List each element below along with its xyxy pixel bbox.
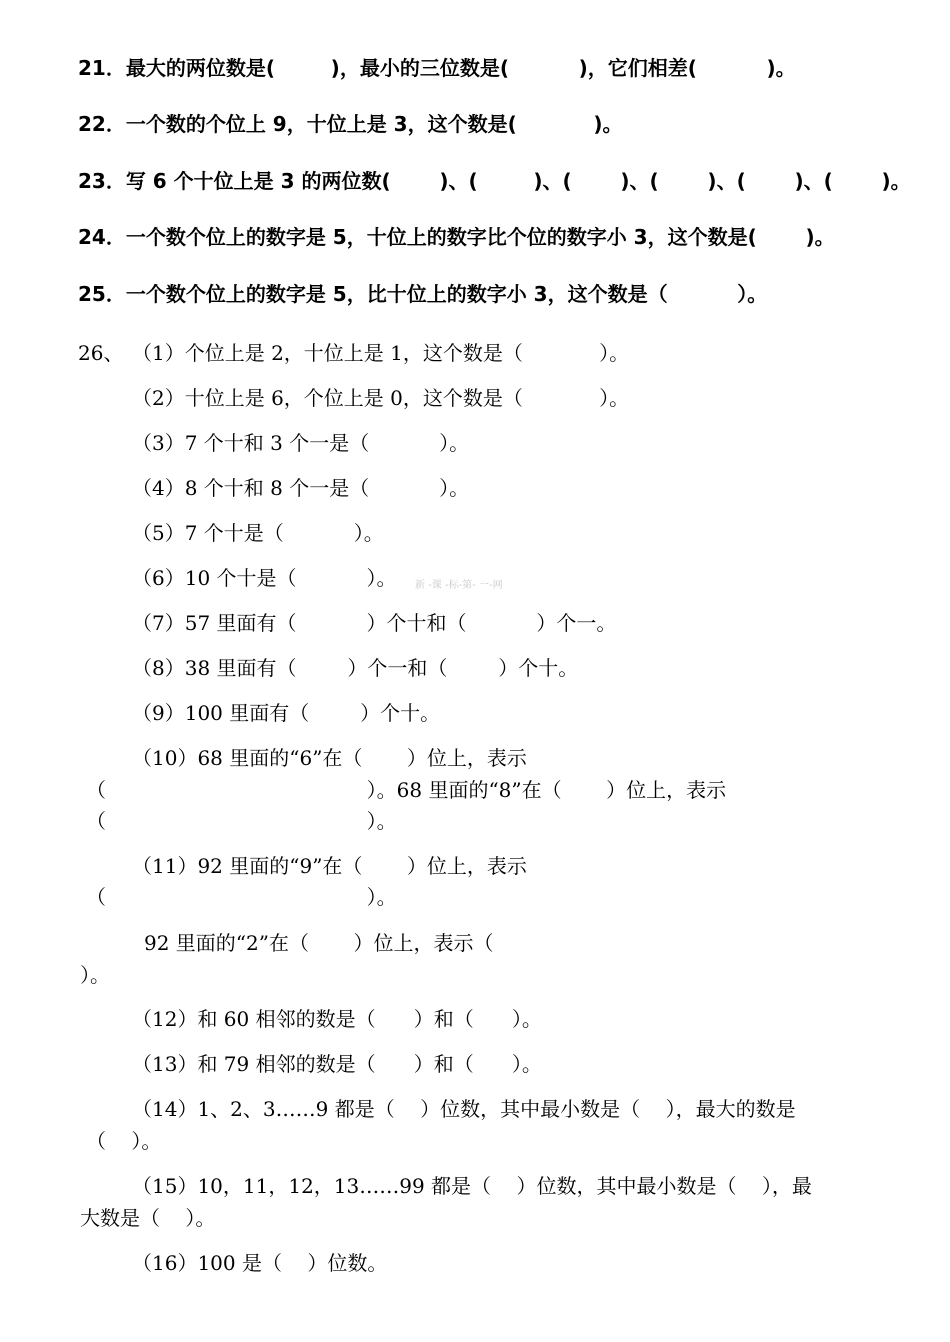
question-26-item-5: （5）7 个十是（ ）。	[132, 521, 384, 545]
question-26-item-10-line-3: （ ）。	[86, 809, 397, 833]
question-26-item-10-line-1: （10）68 里面的“6”在（ ）位上，表示	[132, 746, 527, 770]
question-26-item-10-line-2: （ ）。68 里面的“8”在（ ）位上，表示	[86, 778, 727, 802]
question-21: 21．最大的两位数是( )，最小的三位数是( )，它们相差( )。	[78, 56, 796, 80]
question-26-item-15-line-2: 大数是（ ）。	[80, 1206, 216, 1230]
question-26-item-11-line-2: （ ）。	[86, 885, 397, 909]
question-26-item-6: （6）10 个十是（ ）。	[132, 566, 397, 590]
question-26-item-9: （9）100 里面有（ ）个十。	[132, 701, 441, 725]
question-26-item-14-line-2: （ ）。	[86, 1129, 162, 1153]
question-22: 22．一个数的个位上 9，十位上是 3，这个数是( )。	[78, 112, 623, 136]
question-26-item-8: （8）38 里面有（ ）个一和（ ）个十。	[132, 656, 579, 680]
question-24: 24．一个数个位上的数字是 5，十位上的数字比个位的数字小 3，这个数是( )。	[78, 225, 835, 249]
question-26-item-13: （13）和 79 相邻的数是（ ）和（ ）。	[132, 1052, 542, 1076]
watermark: 新 -课 -标-第- 一-网	[415, 580, 503, 591]
question-26-item-3: （3）7 个十和 3 个一是（ ）。	[132, 431, 470, 455]
question-26-item-2: （2）十位上是 6，个位上是 0，这个数是（ ）。	[132, 386, 630, 410]
question-26-item-11-line-3: 92 里面的“2”在（ ）位上，表示（	[144, 931, 494, 955]
question-26-item-12: （12）和 60 相邻的数是（ ）和（ ）。	[132, 1007, 542, 1031]
question-26-item-11-line-4: ）。	[80, 963, 110, 987]
question-26-item-1: （1）个位上是 2，十位上是 1，这个数是（ ）。	[132, 341, 630, 365]
question-26-item-7: （7）57 里面有（ ）个十和（ ）个一。	[132, 611, 617, 635]
question-26-item-16: （16）100 是（ ）位数。	[132, 1251, 388, 1275]
question-26-item-15-line-1: （15）10，11，12，13……99 都是（ ）位数，其中最小数是（ ），最	[132, 1174, 812, 1198]
question-26-label: 26、	[78, 341, 124, 365]
question-26-item-14-line-1: （14）1、2、3……9 都是（ ）位数，其中最小数是（ ），最大的数是	[132, 1097, 796, 1121]
question-25: 25．一个数个位上的数字是 5，比十位上的数字小 3，这个数是（ ）。	[78, 282, 768, 306]
question-26-item-11-line-1: （11）92 里面的“9”在（ ）位上，表示	[132, 854, 527, 878]
question-23: 23．写 6 个十位上是 3 的两位数( )、( )、( )、( )、( )、( )。	[78, 169, 911, 193]
question-26-item-4: （4）8 个十和 8 个一是（ ）。	[132, 476, 470, 500]
